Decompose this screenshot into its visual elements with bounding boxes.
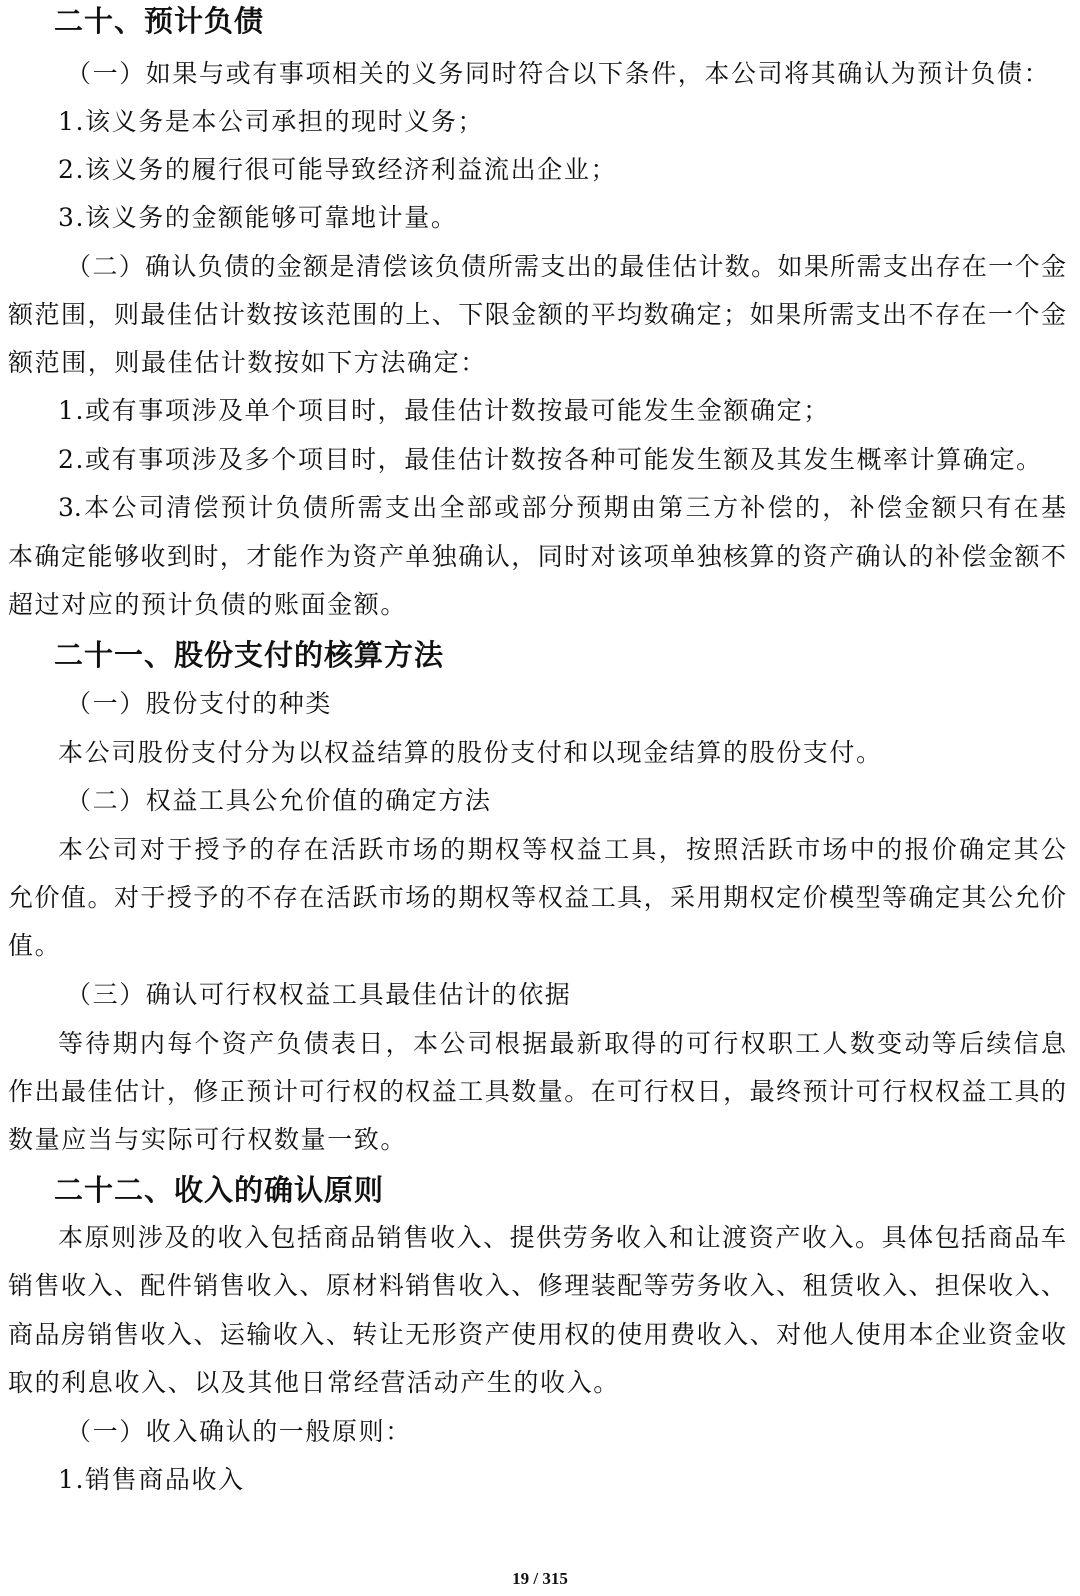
page-current: 19 — [512, 1569, 530, 1588]
section-heading: 二十一、股份支付的核算方法 — [54, 638, 445, 672]
paragraph-line: 本公司对于授予的存在活跃市场的期权等权益工具，按照活跃市场中的报价确定其公 — [58, 835, 1066, 864]
list-item: 3.该义务的金额能够可靠地计量。 — [58, 203, 458, 232]
page-total: 315 — [542, 1569, 568, 1588]
paragraph-line: 商品房销售收入、运输收入、转让无形资产使用权的使用费收入、对他人使用本企业资金收 — [8, 1320, 1066, 1349]
paragraph-line: 取的利息收入、以及其他日常经营活动产生的收入。 — [8, 1368, 620, 1397]
paragraph-line: 数量应当与实际可行权数量一致。 — [8, 1125, 408, 1154]
paragraph-line: 值。 — [8, 931, 62, 960]
paragraph-line: 本原则涉及的收入包括商品销售收入、提供劳务收入和让渡资产收入。具体包括商品车 — [58, 1223, 1066, 1252]
paragraph-line: （一）如果与或有事项相关的义务同时符合以下条件，本公司将其确认为预计负债： — [66, 59, 1051, 88]
subheading: （一）股份支付的种类 — [66, 689, 333, 718]
paragraph-line: 额范围，则最佳估计数按如下方法确定： — [8, 348, 487, 377]
paragraph-line: 额范围，则最佳估计数按该范围的上、下限金额的平均数确定；如果所需支出不存在一个金 — [8, 300, 1066, 329]
paragraph-line: 本公司股份支付分为以权益结算的股份支付和以现金结算的股份支付。 — [58, 738, 883, 767]
paragraph-line: 本确定能够收到时，才能作为资产单独确认，同时对该项单独核算的资产确认的补偿金额不 — [8, 542, 1066, 571]
list-item: 2.该义务的履行很可能导致经济利益流出企业； — [58, 155, 618, 184]
list-item: 1.该义务是本公司承担的现时义务； — [58, 107, 485, 136]
paragraph-line: 允价值。对于授予的不存在活跃市场的期权等权益工具，采用期权定价模型等确定其公允价 — [8, 883, 1066, 912]
page-separator: / — [533, 1569, 539, 1588]
subheading: （二）权益工具公允价值的确定方法 — [66, 786, 492, 815]
paragraph-line: 超过对应的预计负债的账面金额。 — [8, 590, 408, 619]
paragraph-line: 作出最佳估计，修正预计可行权的权益工具数量。在可行权日，最终预计可行权权益工具的 — [8, 1077, 1066, 1106]
section-heading: 二十、预计负债 — [54, 4, 265, 38]
list-item: 3.本公司清偿预计负债所需支出全部或部分预期由第三方补偿的，补偿金额只有在基 — [58, 493, 1066, 522]
page-number — [0, 1569, 1080, 1589]
subheading: （一）收入确认的一般原则： — [66, 1417, 412, 1446]
list-item: 1.销售商品收入 — [58, 1465, 245, 1494]
list-item: 2.或有事项涉及多个项目时，最佳估计数按各种可能发生额及其发生概率计算确定。 — [58, 445, 1043, 474]
paragraph-line: （二）确认负债的金额是清偿该负债所需支出的最佳估计数。如果所需支出存在一个金 — [66, 252, 1066, 281]
section-heading: 二十二、收入的确认原则 — [54, 1173, 385, 1207]
list-item: 1.或有事项涉及单个项目时，最佳估计数按最可能发生金额确定； — [58, 396, 830, 425]
paragraph-line: 等待期内每个资产负债表日，本公司根据最新取得的可行权职工人数变动等后续信息 — [58, 1029, 1066, 1058]
subheading: （三）确认可行权权益工具最佳估计的依据 — [66, 980, 572, 1009]
paragraph-line: 销售收入、配件销售收入、原材料销售收入、修理装配等劳务收入、租赁收入、担保收入、 — [8, 1271, 1066, 1300]
